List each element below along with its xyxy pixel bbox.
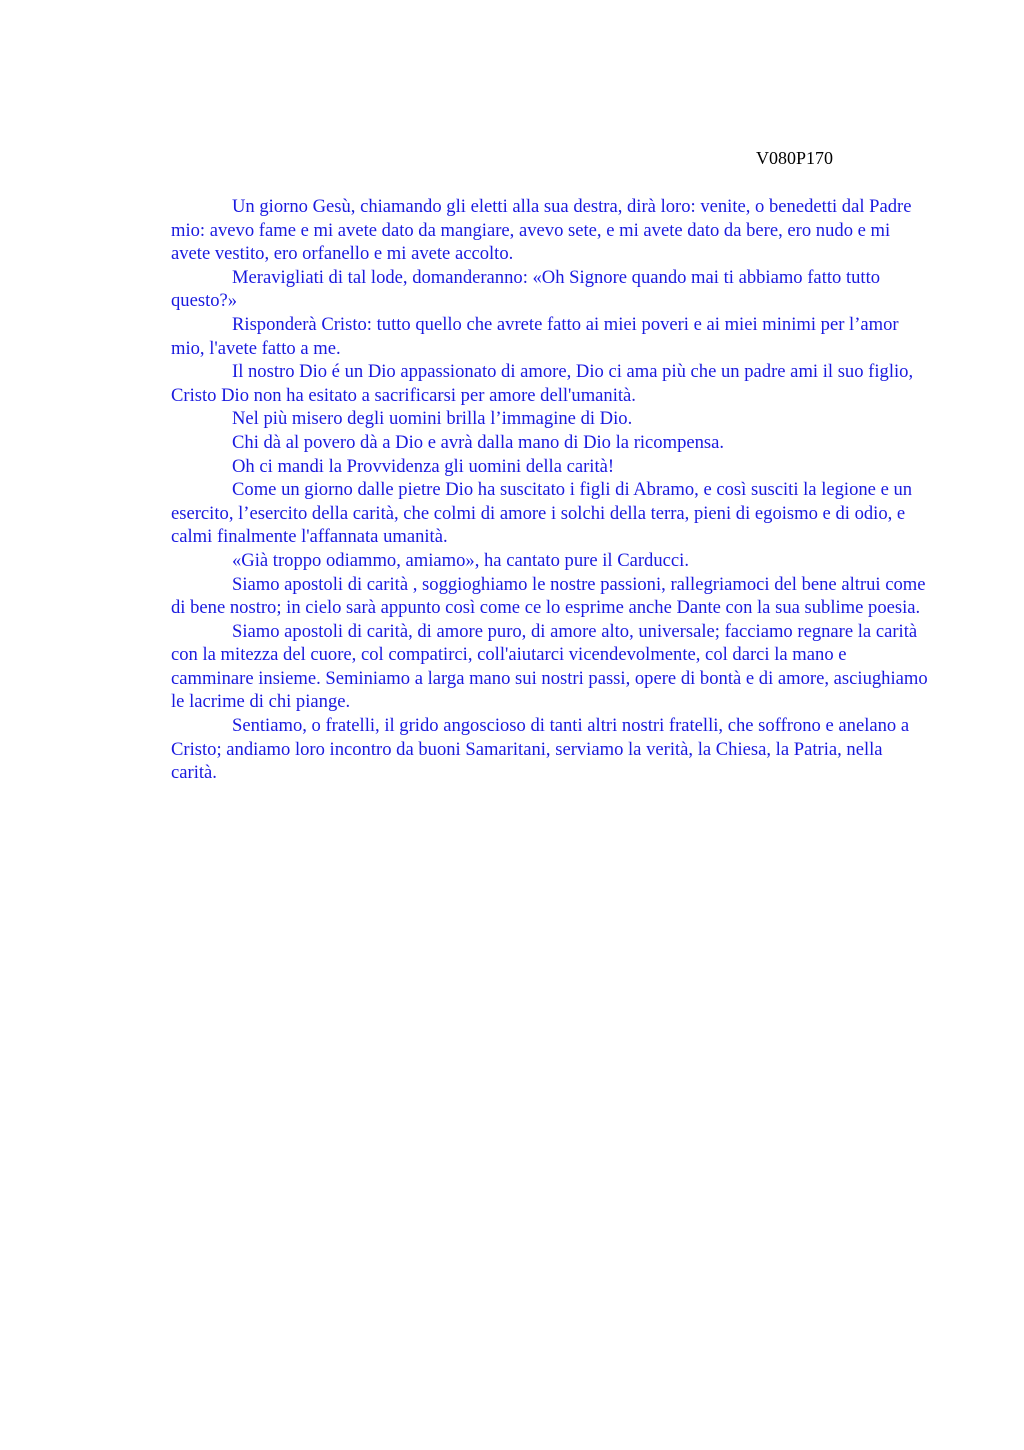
paragraph: Risponderà Cristo: tutto quello che avrete fatto ai miei poveri e ai miei minimi per l’amor mio, l'avete fatto a me. [171,313,899,359]
paragraph: Meravigliati di tal lode, domanderanno: «Oh Signore quando mai ti abbiamo fatto tutto questo?» [171,266,881,312]
paragraph: Come un giorno dalle pietre Dio ha suscitato i figli di Abramo, e così susciti la legione e un esercito, l’esercito della carità, che colmi di amore i solchi della terra, pieni di egoismo e di odio, e calmi finalmente l'affannata umanità. [171,479,913,548]
paragraph: Il nostro Dio é un Dio appassionato di amore, Dio ci ama più che un padre ami il suo figlio, Cristo Dio non ha esitato a sacrificarsi per amore dell'umanità. [171,361,914,406]
paragraph: Un giorno Gesù, chiamando gli eletti alla sua destra, dirà loro: venite, o benedetti dal Padre mio: avevo fame e mi avete dato da mangiare, avevo sete, e mi avete dato da bere, ero nudo e mi avete vestito, ero orfanello e mi avete accolto. [171,196,912,265]
paragraph: Siamo apostoli di carità, di amore puro, di amore alto, universale; facciamo regnare la carità con la mitezza del cuore, col compatirci, coll'aiutarci vicendevolmente, col darci la mano e camminare insieme. Seminiamo a larga mano sui nostri passi, opere di bontà e di amore, asciughiamo le lacrime di chi piange. [171,620,928,713]
paragraph: Nel più misero degli uomini brilla l’immagine di Dio. [232,408,633,430]
paragraph: Chi dà al povero dà a Dio e avrà dalla mano di Dio la ricompensa. [232,431,725,453]
document-code: V080P170 [756,148,834,168]
paragraph: Sentiamo, o fratelli, il grido angoscioso di tanti altri nostri fratelli, che soffrono e anelano a Cristo; andiamo loro incontro da buoni Samaritani, serviamo la verità, la Chiesa, la Patria, nella carità. [171,715,910,784]
paragraph: «Già troppo odiammo, amiamo», ha cantato pure il Carducci. [232,549,689,571]
document-body [171,195,931,785]
paragraph: Oh ci mandi la Provvidenza gli uomini della carità! [232,455,615,477]
paragraph: Siamo apostoli di carità , soggioghiamo le nostre passioni, rallegriamoci del bene altrui come di bene nostro; in cielo sarà appunto così come ce lo esprime anche Dante con la sua sublime poesia. [171,573,926,619]
